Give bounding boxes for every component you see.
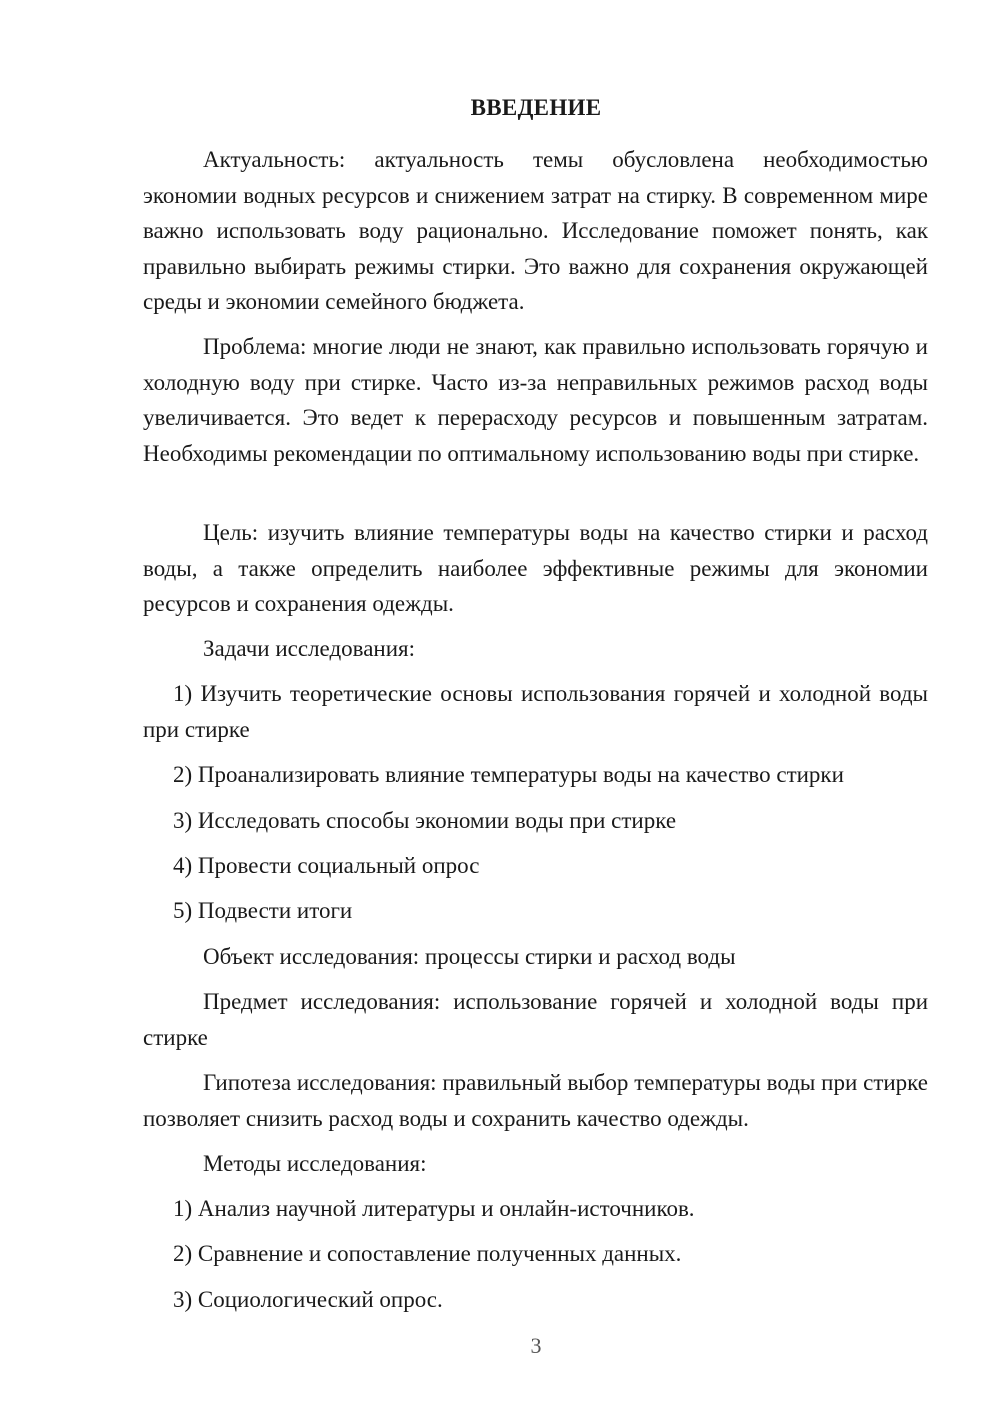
page-number: 3	[530, 1333, 542, 1358]
task-item-2: 2) Проанализировать влияние температуры воды на качество стирки	[173, 762, 844, 787]
method-item-2: 2) Сравнение и сопоставление полученных данных.	[173, 1241, 682, 1266]
task-item-5: 5) Подвести итоги	[173, 898, 353, 923]
task-item-3: 3) Исследовать способы экономии воды при стирке	[173, 808, 677, 833]
method-item-1: 1) Анализ научной литературы и онлайн-источников.	[173, 1196, 695, 1221]
method-item-3: 3) Социологический опрос.	[173, 1287, 443, 1312]
tasks-heading: Задачи исследования:	[203, 636, 416, 661]
relevance-paragraph: Актуальность: актуальность темы обусловлена необходимостью экономии водных ресурсов и снижением затрат на стирку. В современном мире важно использовать воду рационально. Исследование поможет понять, как правильно выбирать режимы стирки. Это важно для сохранения окружающей среды и экономии семейного бюджета.	[143, 147, 928, 314]
problem-paragraph: Проблема: многие люди не знают, как правильно использовать горячую и холодную воду при стирке. Часто из-за неправильных режимов расход воды увеличивается. Это ведет к перерасходу ресурсов и повышенным затратам. Необходимы рекомендации по оптимальному использованию воды при стирке.	[143, 334, 928, 466]
hypothesis-paragraph: Гипотеза исследования: правильный выбор температуры воды при стирке позволяет снизить расход воды и сохранить качество одежды.	[143, 1070, 928, 1131]
page-title: ВВЕДЕНИЕ	[470, 95, 602, 120]
object-paragraph: Объект исследования: процессы стирки и расход воды	[203, 944, 736, 969]
task-item-1: 1) Изучить теоретические основы использования горячей и холодной воды при стирке	[143, 681, 928, 742]
task-item-4: 4) Провести социальный опрос	[173, 853, 480, 878]
goal-paragraph: Цель: изучить влияние температуры воды на качество стирки и расход воды, а также определить наиболее эффективные режимы для экономии ресурсов и сохранения одежды.	[143, 520, 928, 616]
methods-heading: Методы исследования:	[203, 1151, 427, 1176]
subject-paragraph: Предмет исследования: использование горячей и холодной воды при стирке	[143, 989, 928, 1050]
